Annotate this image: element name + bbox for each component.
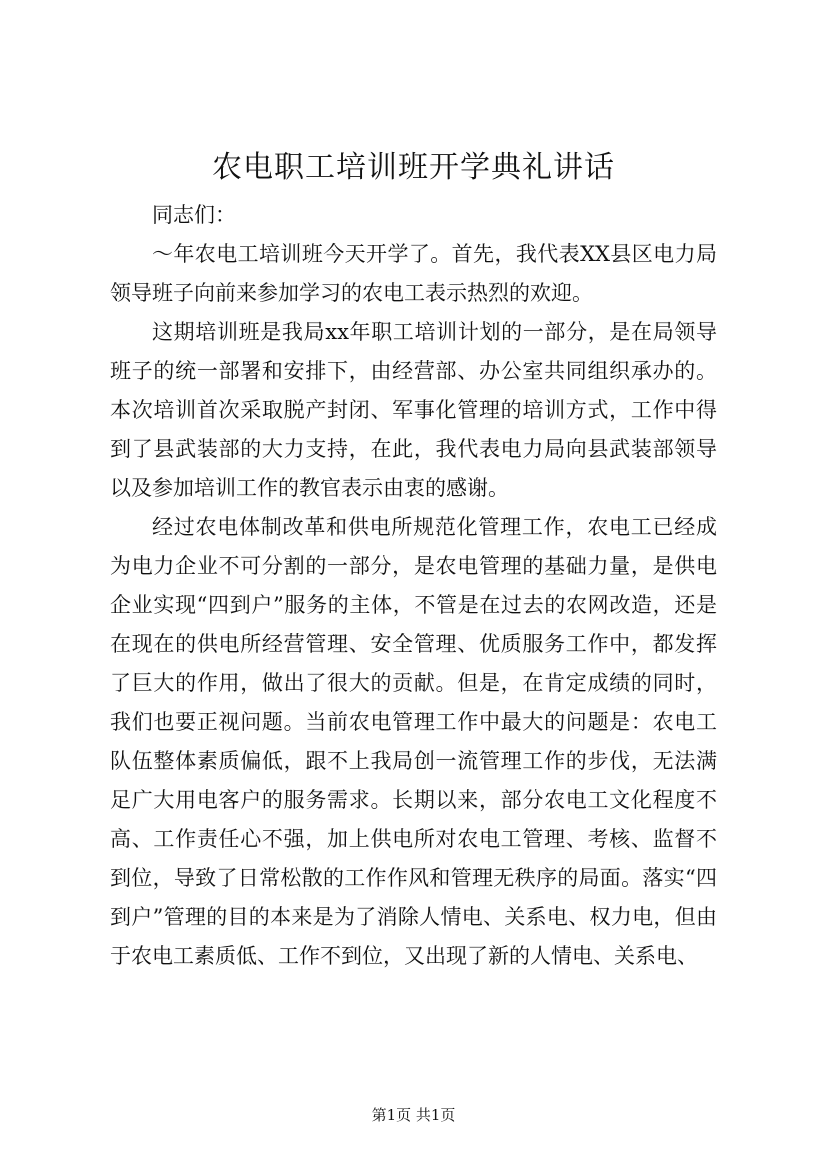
document-body: [110, 196, 717, 976]
document-title: 农电职工培训班开学典礼讲话: [212, 150, 615, 185]
body-paragraph: ～年农电工培训班今天开学了。首先，我代表XX县区电力局领导班子向前来参加学习的农电工表示热烈的欢迎。: [110, 242, 717, 305]
page-footer: 第1页 共1页: [371, 1106, 456, 1124]
body-paragraph: 这期培训班是我局xx年职工培训计划的一部分，是在局领导班子的统一部署和安排下，由经营部、办公室共同组织承办的。本次培训首次采取脱产封闭、军事化管理的培训方式，工作中得到了县武装部的大力支持，在此，我代表电力局向县武装部领导以及参加培训工作的教官表示由衷的感谢。: [110, 320, 717, 500]
salutation-paragraph: 同志们：: [152, 203, 236, 227]
body-paragraph: 经过农电体制改革和供电所规范化管理工作，农电工已经成为电力企业不可分割的一部分，是农电管理的基础力量，是供电企业实现“四到户”服务的主体，不管是在过去的农网改造，还是在现在的供电所经营管理、安全管理、优质服务工作中，都发挥了巨大的作用，做出了很大的贡献。但是，在肯定成绩的同时，我们也要正视问题。当前农电管理工作中最大的问题是：农电工队伍整体素质偏低，跟不上我局创一流管理工作的步伐，无法满足广大用电客户的服务需求。长期以来，部分农电工文化程度不高、工作责任心不强，加上供电所对农电工管理、考核、监督不到位，导致了日常松散的工作作风和管理无秩序的局面。落实“四到户”管理的目的本来是为了消除人情电、关系电、权力电，但由于农电工素质低、工作不到位，又出现了新的人情电、关系电、: [110, 515, 717, 968]
